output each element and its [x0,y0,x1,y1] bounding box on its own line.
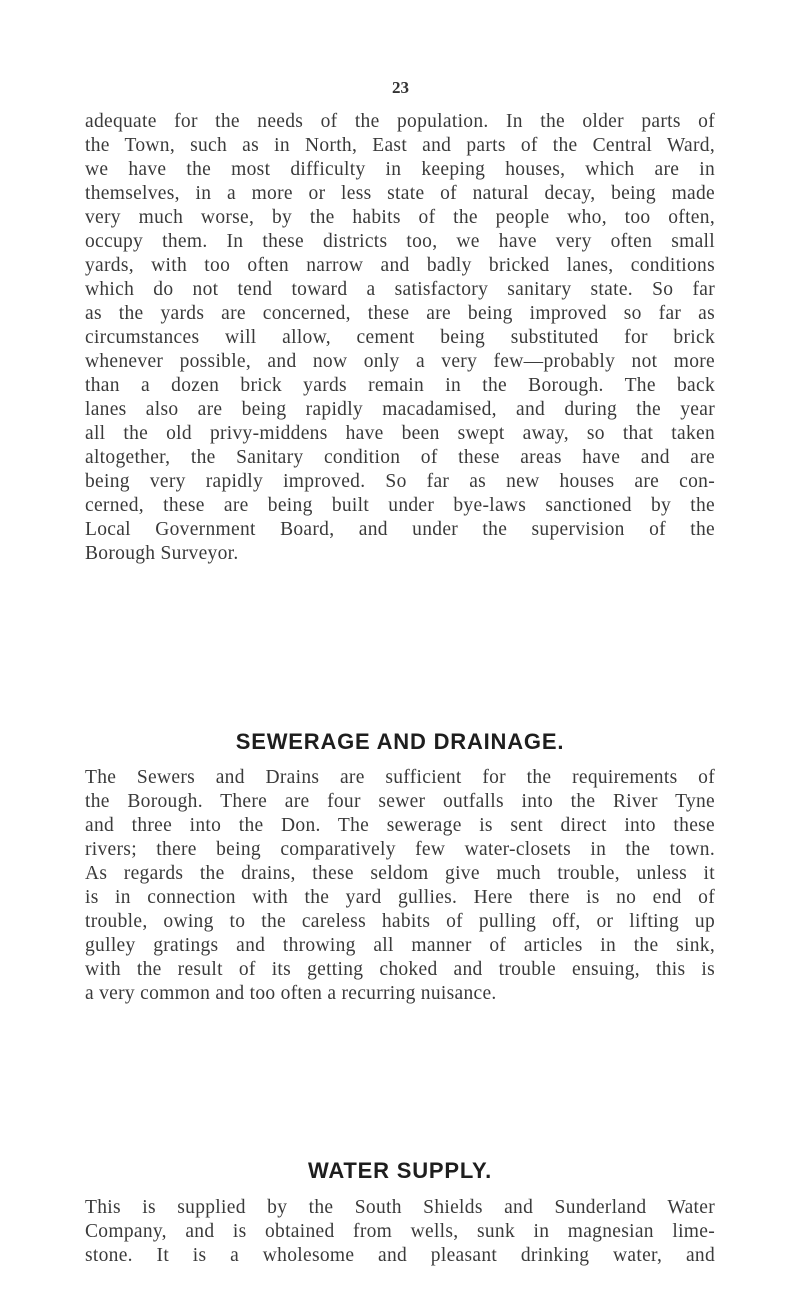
text-line: the Town, such as in North, East and parts of the Central Ward, [85,135,715,156]
text-line: all the old privy-middens have been swept away, so that taken [85,423,715,444]
section-heading-water-supply: WATER SUPPLY. [308,1158,492,1183]
text-line: and three into the Don. The sewerage is sent direct into these [85,815,715,836]
text-line: This is supplied by the South Shields and Sunderland Water [85,1197,715,1218]
paragraph-sewerage-drainage [85,766,715,1006]
text-line: yards, with too often narrow and badly bricked lanes, conditions [85,255,715,276]
text-line: lanes also are being rapidly macadamised, and during the year [85,399,715,420]
text-line: occupy them. In these districts too, we have very often small [85,231,715,252]
text-line: The Sewers and Drains are sufficient for the requirements of [85,767,715,788]
text-line: Company, and is obtained from wells, sunk in magnesian lime- [85,1221,715,1242]
text-line: themselves, in a more or less state of natural decay, being made [85,183,715,204]
text-line: trouble, owing to the careless habits of pulling off, or lifting up [85,911,715,932]
text-line: than a dozen brick yards remain in the Borough. The back [85,375,715,396]
paragraph-water-supply [85,1196,715,1268]
text-line: with the result of its getting choked and trouble ensuing, this is [85,959,715,980]
text-line: adequate for the needs of the population. In the older parts of [85,111,715,132]
text-line: we have the most difficulty in keeping houses, which are in [85,159,715,180]
section-heading-sewerage: SEWERAGE AND DRAINAGE. [235,729,565,754]
text-line: rivers; there being comparatively few water-closets in the town. [85,839,715,860]
text-line: as the yards are concerned, these are being improved so far as [85,303,715,324]
text-line: cerned, these are being built under bye-laws sanctioned by the [85,495,715,516]
text-line: stone. It is a wholesome and pleasant drinking water, and [85,1245,715,1266]
text-line: gulley gratings and throwing all manner of articles in the sink, [85,935,715,956]
text-line: very much worse, by the habits of the people who, too often, [85,207,715,228]
paragraph-housing-conditions [85,110,715,566]
text-line: which do not tend toward a satisfactory sanitary state. So far [85,279,715,300]
text-line: As regards the drains, these seldom give much trouble, unless it [85,863,715,884]
text-line: circumstances will allow, cement being substituted for brick [85,327,715,348]
text-line: Local Government Board, and under the supervision of the [85,519,715,540]
text-line: being very rapidly improved. So far as new houses are con- [85,471,715,492]
text-line: altogether, the Sanitary condition of these areas have and are [85,447,715,468]
page-number: 23 [392,78,409,97]
text-line: the Borough. There are four sewer outfalls into the River Tyne [85,791,715,812]
text-line: is in connection with the yard gullies. Here there is no end of [85,887,715,908]
text-line: a very common and too often a recurring nuisance. [85,983,497,1004]
text-line: whenever possible, and now only a very few—probably not more [85,351,715,372]
text-line: Borough Surveyor. [85,543,239,564]
